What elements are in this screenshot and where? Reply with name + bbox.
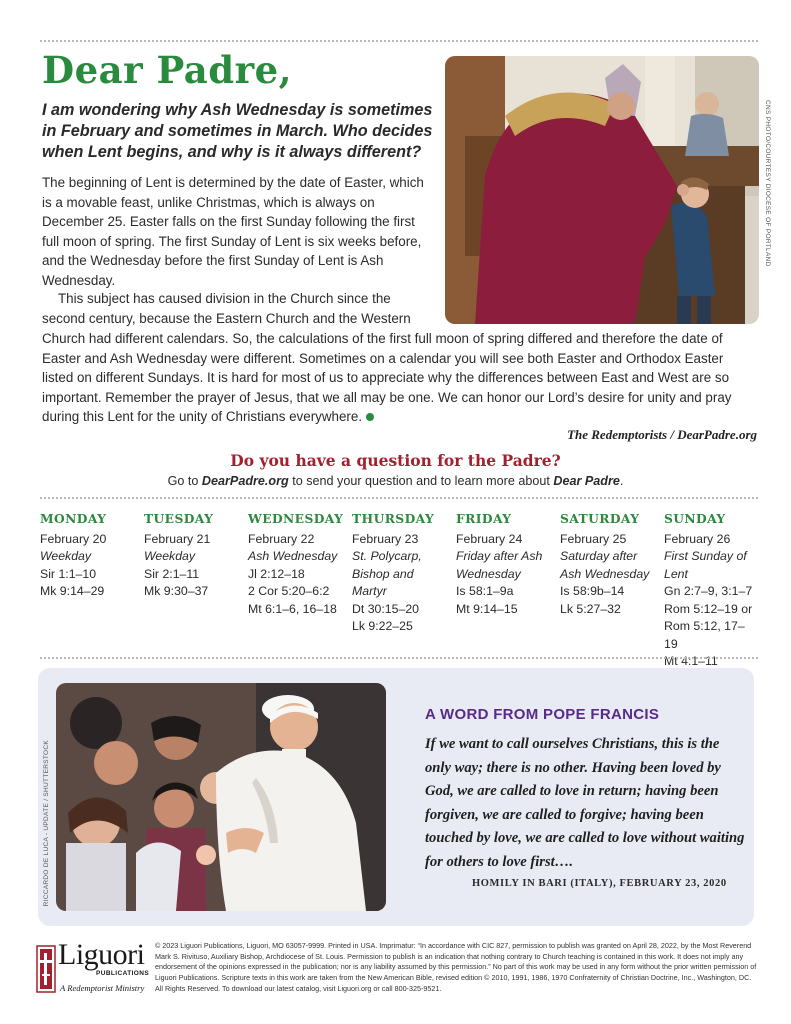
dearpadre-link[interactable]: DearPadre.org [201, 474, 289, 488]
calendar-day-tuesday [144, 510, 244, 601]
logo-wordmark: Liguori [58, 938, 145, 971]
photo-credit-top: CNS PHOTO/COURTESY DIOCESE OF PORTLAND [764, 100, 771, 267]
day-date: February 26 [664, 531, 731, 546]
day-reading: Mt 4:1–11 [664, 654, 718, 668]
day-reading: Gn 2:7–9, 3:1–7 [664, 584, 753, 598]
article-paragraph-2-rest [42, 329, 758, 427]
photo-credit-bottom: RICCARDO DE LUCA - UPDATE / SHUTTERSTOCK [43, 740, 50, 907]
pope-quote: If we want to call ourselves Christians, this is the only way; there is no other. Having been loved by God, we are called to love in return; having been forgiven, we are called to forgive; having been touched by love, we are called to love without waiting for others to love first…. [425, 736, 745, 870]
day-date: February 23 [352, 531, 419, 546]
day-reading: Dt 30:15–20 [352, 601, 420, 616]
logo-mark-icon [36, 944, 58, 994]
dear-padre-brand: Dear Padre [553, 474, 620, 488]
day-reading: Mt 6:1–6, 16–18 [248, 601, 337, 616]
day-name: WEDNESDAY [248, 511, 344, 526]
calendar-day-sunday [664, 510, 758, 671]
day-name: FRIDAY [456, 511, 512, 526]
day-reading: Mk 9:30–37 [144, 584, 209, 598]
pope-section-title: A WORD FROM POPE FRANCIS [425, 706, 660, 723]
calendar-day-saturday [560, 510, 652, 618]
day-date: February 24 [456, 531, 523, 546]
day-reading: Sir 2:1–11 [144, 566, 200, 581]
end-mark-icon [366, 413, 374, 421]
liturgical-calendar [40, 510, 770, 668]
day-reading: Lk 5:27–32 [560, 601, 621, 616]
calendar-bottom-divider [40, 657, 758, 659]
day-name: TUESDAY [144, 511, 214, 526]
article-paragraph-2-text: Church had different calendars. So, the calculations of the first full moon of spring differed and therefore the date of Easter and Ash Wednesday were different. Sometimes on a calendar you will see both Easter and Orthodox Easter listed on different Sundays. It is hard for most of us to appreciate why the differences between East and West are so important. Remember the prayer of Jesus, that we all may be one. We can honor our Lord’s desire for unity and pray during this Lent for the unity of Christians everywhere. [42, 331, 732, 425]
page-title: Dear Padre, [42, 48, 293, 92]
calendar-day-monday [40, 510, 140, 601]
day-reading: Jl 2:12–18 [248, 566, 305, 581]
top-divider [40, 40, 758, 42]
logo-tagline: A Redemptorist Ministry [60, 983, 145, 993]
calendar-day-thursday [352, 510, 442, 636]
day-feast: Ash Wednesday [248, 549, 338, 563]
day-feast: Weekday [144, 549, 196, 563]
day-feast: First Sunday of Lent [664, 549, 747, 581]
day-reading: 2 Cor 5:20–6:2 [248, 584, 330, 598]
calendar-day-friday [456, 510, 548, 618]
calendar-day-wednesday [248, 510, 346, 618]
article-paragraph-1: The beginning of Lent is determined by the date of Easter, which is a movable feast, unlike Christmas, which is always on December 25. Easter falls on the first Sunday following the first full moon of spring. The first Sunday of Lent is six weeks before, and the Wednesday before the first Sunday of Lent is Ash Wednesday. [42, 175, 424, 288]
day-date: February 20 [40, 531, 107, 546]
day-date: February 22 [248, 531, 315, 546]
ask-question-heading: Do you have a question for the Padre? [230, 451, 561, 470]
article-signature: The Redemptorists / DearPadre.org [567, 427, 757, 442]
pope-francis-photo [56, 683, 386, 911]
reader-question: I am wondering why Ash Wednesday is sometimes in February and sometimes in March. Who decides when Lent begins, and why is it always different? [42, 101, 433, 161]
logo-publications: PUBLICATIONS [96, 970, 150, 977]
day-feast: Weekday [40, 549, 92, 563]
day-reading: Sir 1:1–10 [40, 566, 97, 581]
day-feast: St. Polycarp, Bishop and Martyr [352, 549, 422, 598]
day-reading: Mt 9:14–15 [456, 601, 518, 616]
day-reading: Lk 9:22–25 [352, 619, 413, 633]
day-feast: Saturday after Ash Wednesday [560, 549, 650, 581]
ask-line-middle: to send your question and to learn more about [288, 474, 554, 488]
copyright-fine-print: © 2023 Liguori Publications, Liguori, MO 63057-9999. Printed in USA. Imprimatur: “In accordance with CIC 827, permission to publish was granted on April 28, 2022, by the Most Reverend Mark S. Rivituso, Auxiliary Bishop, Archdiocese of St. Louis. Permission to publish is an indication that nothing contrary to Church teaching is contained in this work. It does not imply any endorsement of the opinions expressed in the publication; nor is any liability assumed by this permission.” No part of this work may be used in any form without the prior written permission of Liguori Publications. Scripture texts in this work are taken from the New American Bible, revised edition © 2010, 1991, 1986, 1970 Confraternity of Christian Doctrine, Inc., Washington, DC. All Rights Reserved. To download our latest catalog, visit Liguori.org or call 800-325-9521. [155, 941, 757, 993]
ask-line-prefix: Go to [167, 474, 202, 488]
ash-wednesday-photo [445, 56, 759, 324]
pope-quote-source: HOMILY IN BARI (ITALY), FEBRUARY 23, 2020 [472, 878, 727, 889]
day-name: MONDAY [40, 511, 107, 526]
day-reading: Mk 9:14–29 [40, 584, 105, 598]
article-paragraph-2-start: This subject has caused division in the Church since the second century, because the Eastern Church and the Western [42, 291, 411, 326]
day-reading: Is 58:1–9a [456, 584, 514, 598]
day-date: February 25 [560, 531, 627, 546]
day-reading: Rom 5:12–19 or Rom 5:12, 17–19 [664, 601, 753, 651]
day-name: THURSDAY [352, 511, 435, 526]
ask-question-line [0, 474, 791, 488]
day-name: SATURDAY [560, 511, 640, 526]
calendar-top-divider [40, 497, 758, 499]
day-reading: Is 58:9b–14 [560, 584, 625, 598]
day-name: SUNDAY [664, 511, 726, 526]
day-date: February 21 [144, 531, 211, 546]
day-feast: Friday after Ash Wednesday [456, 549, 543, 581]
ask-line-end: . [619, 474, 624, 488]
